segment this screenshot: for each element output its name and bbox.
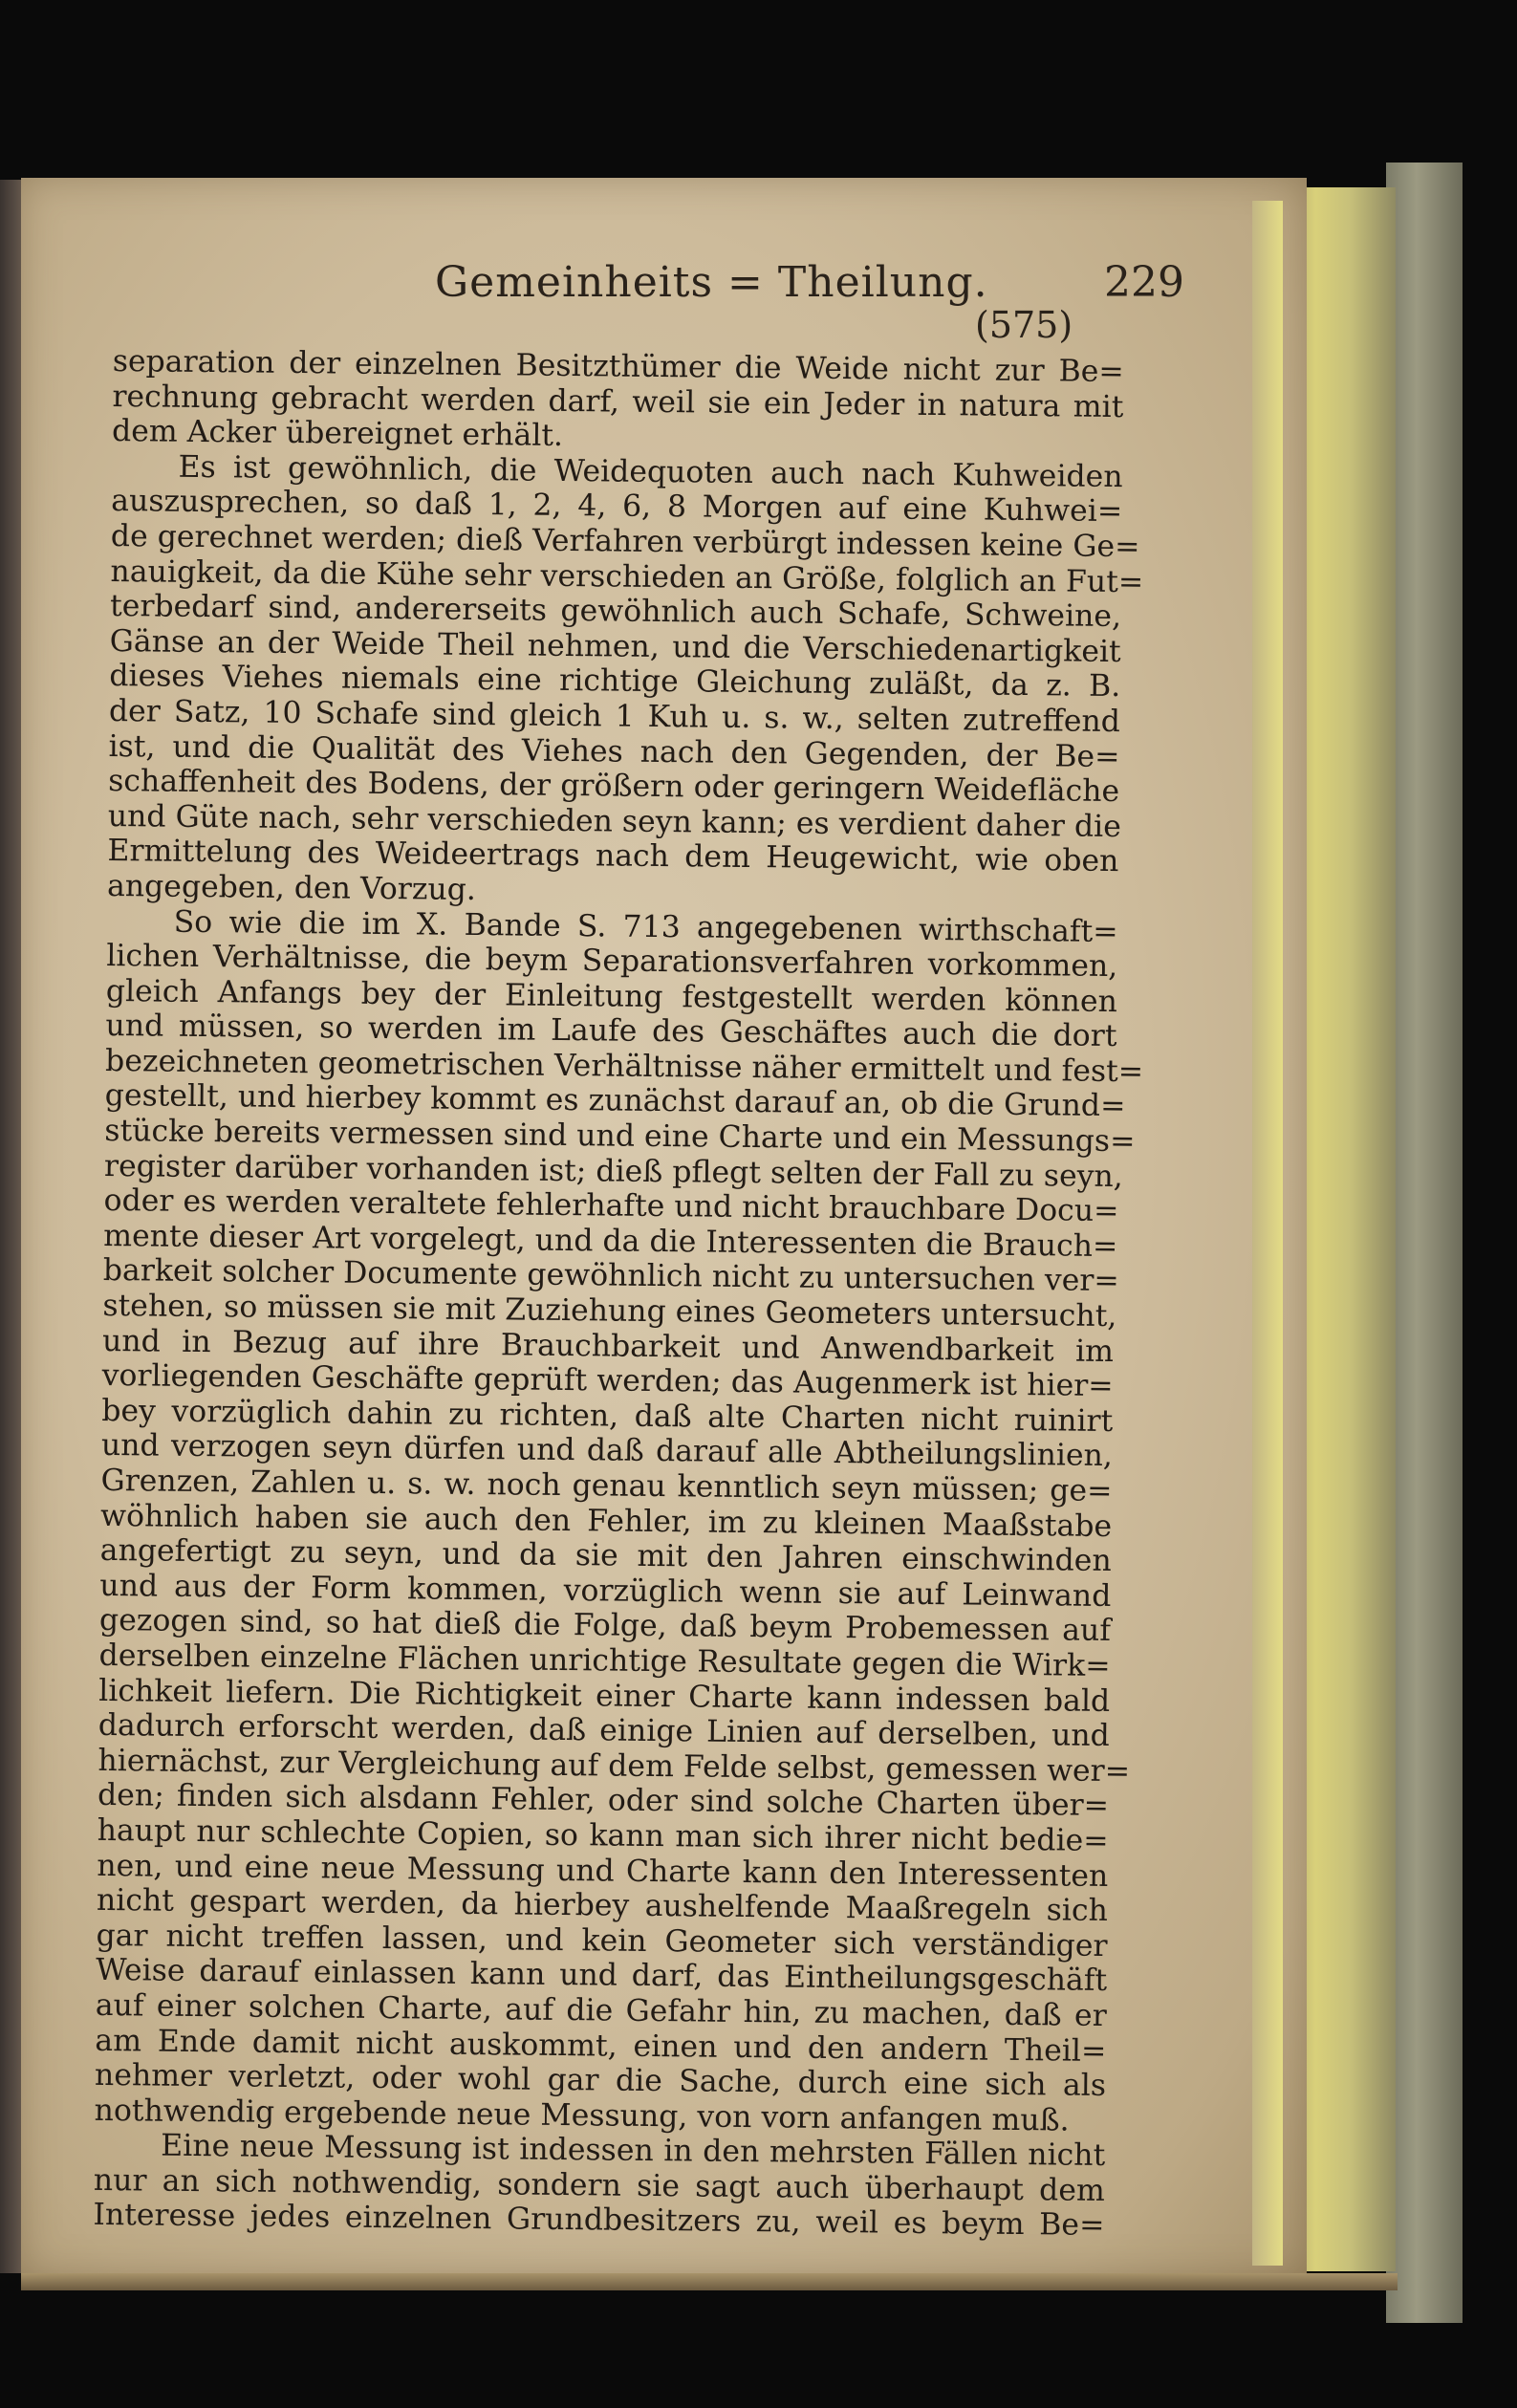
text-line: Weise darauf einlassen kann und darf, das Eintheilungsgeschäft [95, 1953, 1108, 1999]
text-line: bey vorzüglich dahin zu richten, daß alte Charten nicht ruinirt [101, 1393, 1114, 1439]
text-line: nothwendig ergebende neue Messung, von vorn anfangen muß. [94, 2093, 1070, 2138]
text-line: und in Bezug auf ihre Brauchbarkeit und Anwendbarkeit im [101, 1323, 1115, 1369]
text-line: nen, und eine neue Messung und Charte kann den Interessenten [97, 1848, 1109, 1894]
running-head: Gemeinheits = Theilung. [435, 258, 988, 307]
text-line: dadurch erforscht werden, daß einige Linien auf derselben, und [98, 1708, 1110, 1754]
text-line: stehen, so müssen sie mit Zuziehung eines Geometers untersucht, [102, 1288, 1117, 1334]
text-line: vorliegenden Geschäfte geprüft werden; das Augenmerk ist hier= [101, 1358, 1114, 1404]
text-line: der Satz, 10 Schafe sind gleich 1 Kuh u. s. w., selten zutreffend [108, 693, 1121, 739]
text-line: lichen Verhältnisse, die beym Separationsverfahren vorkommen, [106, 939, 1118, 985]
text-line: den; finden sich alsdann Fehler, oder sind solche Charten über= [97, 1778, 1110, 1824]
text-line: dieses Viehes niemals eine richtige Gleichung zuläßt, da z. B. [109, 659, 1121, 705]
text-line: und verzogen seyn dürfen und daß darauf alle Abtheilungslinien, [100, 1428, 1114, 1474]
text-line: Eine neue Messung ist indessen in den mehrsten Fällen nicht [161, 2128, 1106, 2174]
text-line: hiernächst, zur Vergleichung auf dem Felde selbst, gemessen wer= [98, 1743, 1131, 1789]
text-line: stücke bereits vermessen sind und eine Charte und ein Messungs= [104, 1114, 1136, 1160]
text-line: schaffenheit des Bodens, der größern oder geringern Weidefläche [108, 764, 1120, 810]
text-line: auszusprechen, so daß 1, 2, 4, 6, 8 Morgen auf eine Kuhwei= [111, 484, 1123, 530]
text-line: Interesse jedes einzelnen Grundbesitzers zu, weil es beym Be= [93, 2198, 1105, 2244]
text-line: rechnung gebracht werden darf, weil sie ein Jeder in natura mit [112, 379, 1124, 424]
text-line: de gerechnet werden; dieß Verfahren verbürgt indessen keine Ge= [110, 518, 1140, 565]
book-cover-edge [1386, 163, 1463, 2323]
text-line: auf einer solchen Charte, auf die Gefahr hin, zu machen, daß er [95, 1987, 1107, 2033]
text-line: ist, und die Qualität des Viehes nach den Gegenden, der Be= [108, 728, 1120, 774]
text-line: nur an sich nothwendig, sondern sie sagt auch überhaupt dem [93, 2162, 1106, 2208]
text-line: Es ist gewöhnlich, die Weidequoten auch nach Kuhweiden [178, 449, 1123, 494]
text-line: nauigkeit, da die Kühe sehr verschieden an Größe, folglich an Fut= [110, 553, 1144, 599]
text-line: gestellt, und hierbey kommt es zunächst darauf an, ob die Grund= [104, 1078, 1126, 1124]
text-line: barkeit solcher Documente gewöhnlich nicht zu untersuchen ver= [102, 1253, 1119, 1299]
text-line: nicht gespart werden, da hierbey aushelfende Maaßregeln sich [96, 1883, 1109, 1929]
text-line: derselben einzelne Flächen unrichtige Resultate gegen die Wirk= [98, 1638, 1111, 1683]
page-header [0, 258, 1286, 315]
text-line: gleich Anfangs bey der Einleitung festgestellt werden können [105, 973, 1118, 1019]
text-line: So wie die im X. Bande S. 713 angegebenen wirthschaft= [173, 904, 1118, 949]
text-line: und aus der Form kommen, vorzüglich wenn sie auf Leinwand [99, 1568, 1112, 1614]
text-line: separation der einzelnen Besitzthümer die Weide nicht zur Be= [112, 344, 1124, 390]
text-line: nehmer verletzt, oder wohl gar die Sache, durch eine sich als [94, 2057, 1107, 2104]
text-line: Gänse an der Weide Theil nehmen, und die Verschiedenartigkeit [109, 623, 1121, 669]
page-bottom-edge [21, 2273, 1398, 2290]
text-line: register darüber vorhanden ist; dieß pflegt selten der Fall zu seyn, [103, 1148, 1123, 1194]
text-line: haupt nur schlechte Copien, so kann man sich ihrer nicht bedie= [97, 1812, 1109, 1858]
text-line: lichkeit liefern. Die Richtigkeit einer Charte kann indessen bald [98, 1673, 1111, 1719]
text-line: oder es werden veraltete fehlerhafte und nicht brauchbare Docu= [103, 1183, 1119, 1229]
text-line: gezogen sind, so hat dieß die Folge, daß beym Probemessen auf [98, 1603, 1112, 1649]
original-page-number: (575) [975, 304, 1073, 346]
text-line: Ermittelung des Weideertrags nach dem Heugewicht, wie oben [107, 834, 1119, 879]
text-line: gar nicht treffen lassen, und kein Geometer sich verständiger [96, 1918, 1108, 1963]
text-line: Grenzen, Zahlen u. s. w. noch genau kenntlich seyn müssen; ge= [100, 1463, 1113, 1509]
body-text [93, 344, 1144, 2244]
text-line: bezeichneten geometrischen Verhältnisse näher ermittelt und fest= [104, 1043, 1144, 1090]
text-line: angefertigt zu seyn, und da sie mit den Jahren einschwinden [99, 1533, 1112, 1579]
text-line: angegeben, den Vorzug. [106, 868, 477, 907]
text-line: am Ende damit nicht auskommt, einen und den andern Theil= [95, 2023, 1107, 2069]
text-line: und müssen, so werden im Laufe des Geschäftes auch die dort [105, 1009, 1117, 1054]
text-line: und Güte nach, sehr verschieden seyn kann; es verdient daher die [107, 798, 1122, 844]
page-fore-edge [1252, 201, 1283, 2266]
text-line: terbedarf sind, andererseits gewöhnlich auch Schafe, Schweine, [109, 589, 1122, 635]
text-line: wöhnlich haben sie auch den Fehler, im zu kleinen Maaßstabe [99, 1498, 1113, 1544]
page-number: 229 [1104, 258, 1184, 307]
text-line: dem Acker übereignet erhält. [111, 414, 564, 454]
text-line: mente dieser Art vorgelegt, und da die Interessenten die Brauch= [103, 1218, 1118, 1264]
